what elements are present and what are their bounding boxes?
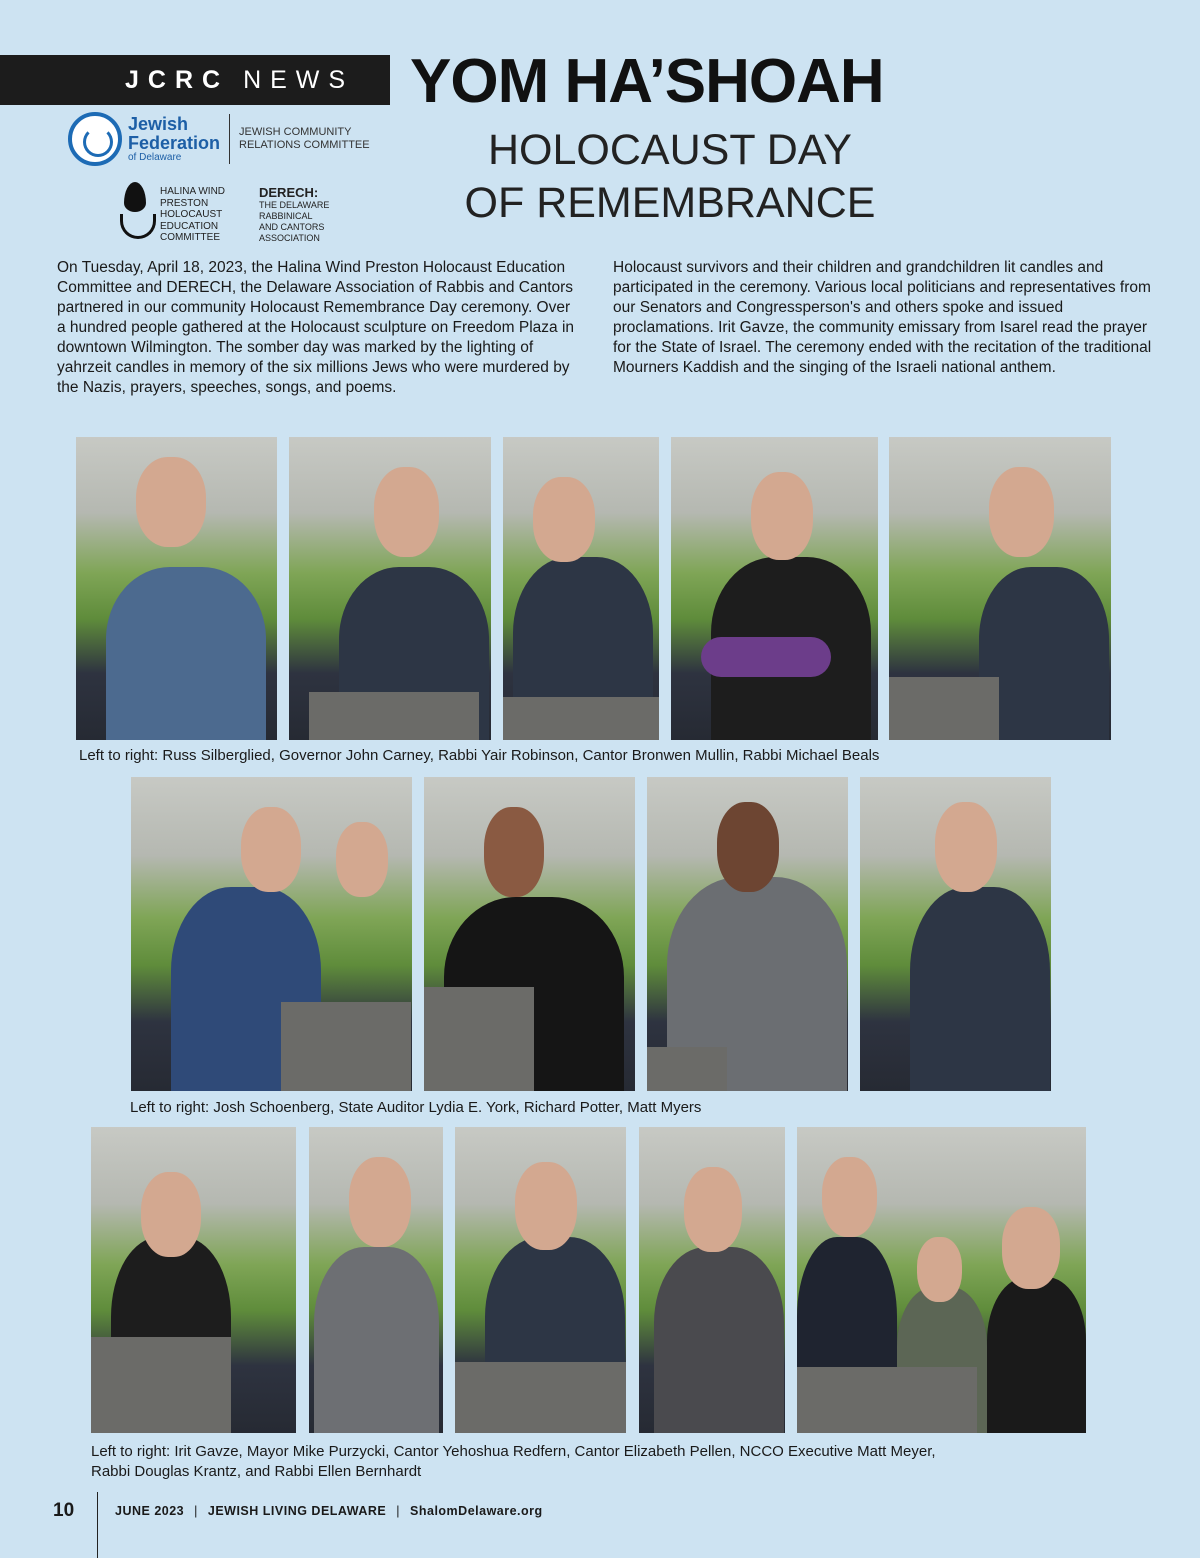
photo-lydia-york: [424, 777, 635, 1091]
photo-rabbi-michael-beals: [889, 437, 1111, 740]
photo-richard-potter: [647, 777, 848, 1091]
derech-title: DERECH:: [259, 185, 319, 200]
banner-bold: JCRC: [125, 65, 230, 94]
photo-ncco-rabbis: [797, 1127, 1086, 1433]
page-number: 10: [53, 1500, 75, 1521]
photo-josh-schoenberg: [131, 777, 412, 1091]
jcrc-name: JEWISH COMMUNITY RELATIONS COMMITTEE: [239, 126, 370, 151]
page-title: YOM HA’SHOAH: [410, 47, 884, 116]
page-footer: [0, 1490, 1200, 1558]
logo-divider: [229, 114, 230, 164]
menorah-emblem-icon: [68, 112, 122, 166]
photo-irit-gavze: [91, 1127, 296, 1433]
derech-logo: DERECH: THE DELAWARE RABBINICAL AND CANTORS ASSOCIATION: [259, 185, 330, 243]
caption-row-3: Left to right: Irit Gavze, Mayor Mike Purzycki, Cantor Yehoshua Redfern, Cantor Elizabeth Pellen, NCCO Executive Matt Meyer, Rabbi Douglas Krantz, and Rabbi Ellen Bernhardt: [91, 1443, 936, 1480]
article-column-1: On Tuesday, April 18, 2023, the Halina Wind Preston Holocaust Education Committee and DERECH, the Delaware Association of Rabbis and Cantors partnered in our community Holocaust Remembrance Day ceremony. Over a hundred people gathered at the Holocaust sculpture on Freedom Plaza in downtown Wilmington. The somber day was marked by the lighting of yahrzeit candles in memory of the six millions Jews who were murdered by the Nazis, prayers, speeches, songs, and poems.: [57, 259, 575, 396]
footer-info: JUNE 2023 | JEWISH LIVING DELAWARE | ShalomDelaware.org: [115, 1504, 543, 1518]
photo-mayor-mike-purzycki: [309, 1127, 443, 1433]
caption-row-1: Left to right: Russ Silberglied, Governor John Carney, Rabbi Yair Robinson, Cantor Bronwen Mullin, Rabbi Michael Beals: [79, 747, 880, 764]
photo-governor-john-carney: [289, 437, 491, 740]
federation-logo: [68, 112, 370, 166]
section-banner: [0, 55, 390, 105]
photo-cantor-elizabeth-pellen: [639, 1127, 785, 1433]
footer-issue: JUNE 2023: [115, 1504, 185, 1518]
caption-row-2: Left to right: Josh Schoenberg, State Auditor Lydia E. York, Richard Potter, Matt Myers: [130, 1099, 702, 1116]
banner-light: NEWS: [243, 65, 355, 94]
federation-name-2: Federation: [128, 133, 221, 153]
footer-website: ShalomDelaware.org: [410, 1504, 543, 1518]
photo-russ-silberglied: [76, 437, 277, 740]
photo-matt-myers: [860, 777, 1051, 1091]
photo-rabbi-yair-robinson: [503, 437, 659, 740]
page-subtitle: [440, 124, 900, 230]
photo-cantor-bronwen-mullin: [671, 437, 878, 740]
photo-cantor-yehoshua-redfern: [455, 1127, 626, 1433]
article-column-2: Holocaust survivors and their children and grandchildren lit candles and participated in the ceremony. Various local politicians and representatives from our Senators and Congressperson's and others spoke and issued proclamations. Irit Gavze, the community emissary from Isarel read the prayer for the State of Israel. The ceremony ended with the recitation of the traditional Mourners Kaddish and the singing of the Israeli national anthem.: [613, 259, 1152, 376]
halina-logo: [118, 180, 225, 244]
footer-rule: [97, 1492, 98, 1558]
halina-name: HALINA WIND PRESTON HOLOCAUST EDUCATION COMMITTEE: [160, 186, 226, 243]
federation-name-3: of Delaware: [128, 152, 182, 163]
subtitle-line-1: HOLOCAUST DAY: [488, 126, 852, 174]
subtitle-line-2: OF REMEMBRANCE: [464, 179, 876, 227]
footer-publication: JEWISH LIVING DELAWARE: [207, 1504, 387, 1518]
flame-icon: [118, 180, 154, 240]
federation-name-1: Jewish: [128, 114, 189, 134]
